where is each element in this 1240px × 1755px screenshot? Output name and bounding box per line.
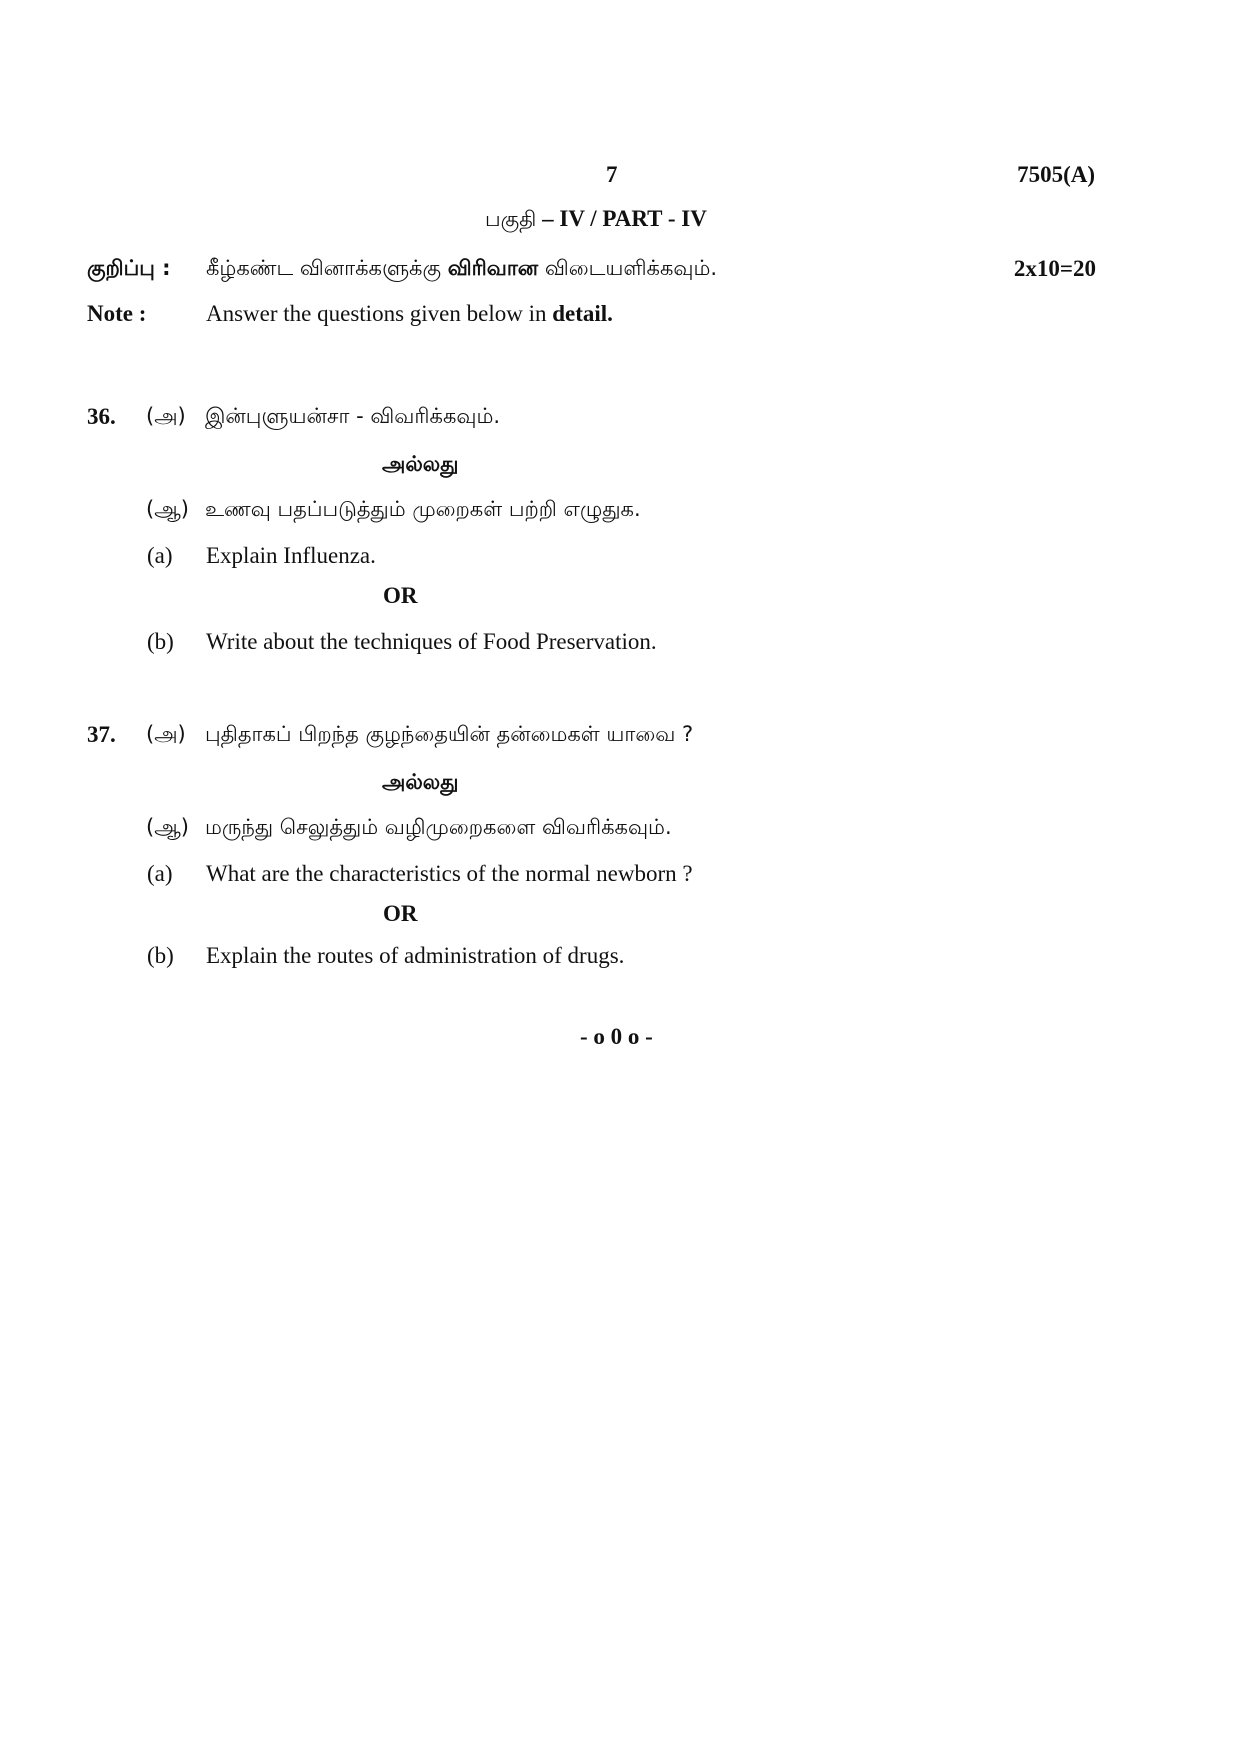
- tamil-option-a: புதிதாகப் பிறந்த குழந்தையின் தன்மைகள் யாவை ?: [205, 722, 694, 746]
- tamil-instruction-post: விடையளிக்கவும்.: [544, 256, 718, 280]
- english-or: OR: [383, 901, 418, 926]
- english-option-b-label: (b): [147, 629, 174, 654]
- tamil-option-b-label: (ஆ): [146, 815, 189, 839]
- tamil-option-b: மருந்து செலுத்தும் வழிமுறைகளை விவரிக்கவும்.: [205, 815, 672, 839]
- part-title-separator: –: [536, 206, 560, 231]
- tamil-option-b-label: (ஆ): [146, 497, 189, 521]
- tamil-instruction-pre: கீழ்கண்ட வினாக்களுக்கு: [206, 256, 442, 280]
- tamil-note-label: குறிப்பு :: [87, 256, 171, 280]
- part-title-tamil: பகுதி: [485, 207, 537, 231]
- tamil-option-a: இன்புளுயன்சா - விவரிக்கவும்.: [205, 404, 501, 428]
- tamil-option-a-label: (அ): [146, 722, 186, 746]
- tamil-option-b: உணவு பதப்படுத்தும் முறைகள் பற்றி எழுதுக.: [205, 497, 641, 521]
- question-number: 37.: [87, 722, 116, 747]
- marks-allocation: 2x10=20: [1013, 256, 1096, 281]
- note-text: [206, 301, 613, 327]
- part-title-english: IV / PART - IV: [559, 206, 707, 231]
- part-title: [485, 206, 707, 234]
- tamil-or: அல்லது: [382, 452, 459, 476]
- question-number: 36.: [87, 404, 116, 429]
- end-mark: - o 0 o -: [580, 1024, 653, 1049]
- english-option-b: Explain the routes of administration of drugs.: [206, 943, 625, 968]
- tamil-option-a-label: (அ): [146, 404, 186, 428]
- english-option-a: Explain Influenza.: [206, 543, 376, 568]
- note-text-pre: Answer the questions given below in: [206, 301, 547, 326]
- english-option-b-label: (b): [147, 943, 174, 968]
- tamil-instruction-bold: விரிவான: [447, 256, 539, 280]
- english-option-b: Write about the techniques of Food Preservation.: [206, 629, 657, 654]
- tamil-or: அல்லது: [382, 770, 459, 794]
- paper-code: 7505(A): [1017, 162, 1095, 187]
- tamil-instruction: [206, 256, 717, 283]
- english-or: OR: [383, 583, 418, 608]
- english-option-a: What are the characteristics of the normal newborn ?: [206, 861, 693, 886]
- english-option-a-label: (a): [147, 543, 173, 568]
- note-text-bold: detail.: [552, 301, 613, 326]
- english-option-a-label: (a): [147, 861, 173, 886]
- page-number: 7: [606, 162, 618, 187]
- note-label: Note :: [87, 301, 147, 326]
